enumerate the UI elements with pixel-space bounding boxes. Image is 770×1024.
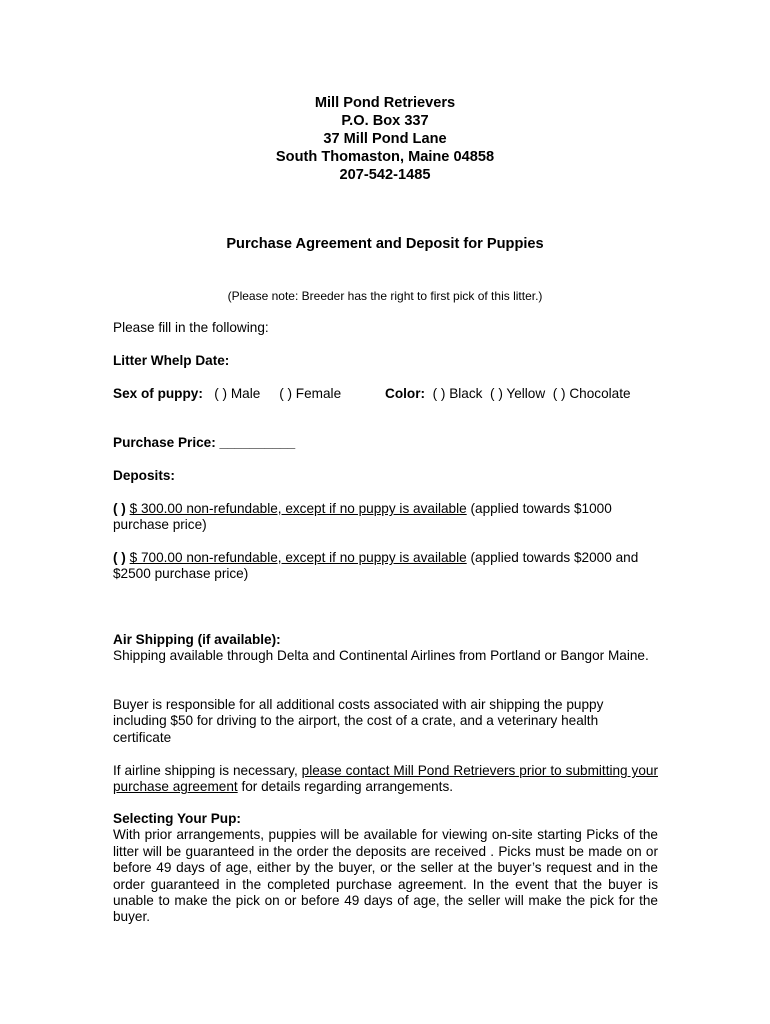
selecting-pup-heading: Selecting Your Pup: [113, 811, 241, 826]
air-shipping-heading: Air Shipping (if available): [113, 632, 281, 647]
shipping-contact-text [113, 763, 658, 796]
sex-color-row [113, 386, 673, 402]
selecting-pup-section [113, 811, 658, 926]
deposit-300-checkbox[interactable]: ( ) [113, 501, 126, 516]
sex-option-male[interactable]: ( ) Male [214, 386, 261, 401]
shipping-contact-intro: If airline shipping is necessary, [113, 763, 302, 778]
deposit-300-terms: $ 300.00 non-refundable, except if no puppy is available [129, 501, 467, 516]
purchase-price-blank[interactable]: __________ [219, 435, 296, 450]
color-option-chocolate[interactable]: ( ) Chocolate [552, 386, 631, 401]
street-address: 37 Mill Pond Lane [323, 131, 447, 147]
deposit-option-700 [113, 550, 658, 583]
sex-option-female[interactable]: ( ) Female [279, 386, 342, 401]
breeder-note: (Please note: Breeder has the right to first pick of this litter.) [227, 289, 543, 303]
deposit-700-checkbox[interactable]: ( ) [113, 550, 126, 565]
shipping-contact-instruction: please contact Mill Pond Retrievers prior to submitting your purchase agreement [113, 763, 658, 795]
color-option-black[interactable]: ( ) Black [432, 386, 483, 401]
shipping-costs-text: Buyer is responsible for all additional costs associated with air shipping the puppy including $50 for driving to the airport, the cost of a crate, and a veterinary health certificate [113, 697, 604, 745]
city-state-zip: South Thomaston, Maine 04858 [275, 149, 495, 165]
litter-whelp-date-label: Litter Whelp Date: [113, 353, 230, 368]
deposit-option-300 [113, 501, 658, 534]
deposit-700-terms: $ 700.00 non-refundable, except if no puppy is available [129, 550, 467, 565]
intro-text: Please fill in the following: [113, 320, 269, 335]
deposit-300-applied: (applied towards $1000 purchase price) [113, 501, 612, 533]
purchase-price-row [113, 435, 658, 451]
shipping-contact-outro: for details regarding arrangements. [237, 779, 454, 795]
air-shipping-availability: Shipping available through Delta and Continental Airlines from Portland or Bangor Maine. [113, 648, 649, 664]
phone-number: 207-542-1485 [339, 167, 431, 183]
color-group [385, 386, 631, 402]
po-box: P.O. Box 337 [341, 113, 429, 129]
sex-label: Sex of puppy: [113, 386, 203, 401]
document-title: Purchase Agreement and Deposit for Puppies [226, 236, 544, 252]
air-shipping-section [113, 632, 658, 665]
deposit-700-applied: (applied towards $2000 and $2500 purchase price) [113, 550, 639, 582]
breeder-address-block [0, 94, 770, 184]
color-option-yellow[interactable]: ( ) Yellow [490, 386, 546, 401]
deposits-label: Deposits: [113, 468, 175, 483]
color-label: Color: [385, 386, 426, 401]
selecting-pup-body: With prior arrangements, puppies will be available for viewing on-site starting Picks of the litter will be guaranteed in the order the deposits are received . Picks must be made on or before 49 days of age, either by the buyer, or the seller at the buyer’s request and in the order guaranteed in the completed purchase agreement. In the event that the buyer is unable to make the pick on or before 49 days of age, the seller will make the pick for the buyer. [113, 827, 658, 925]
purchase-price-label: Purchase Price: [113, 435, 216, 450]
breeder-name: Mill Pond Retrievers [314, 95, 456, 111]
